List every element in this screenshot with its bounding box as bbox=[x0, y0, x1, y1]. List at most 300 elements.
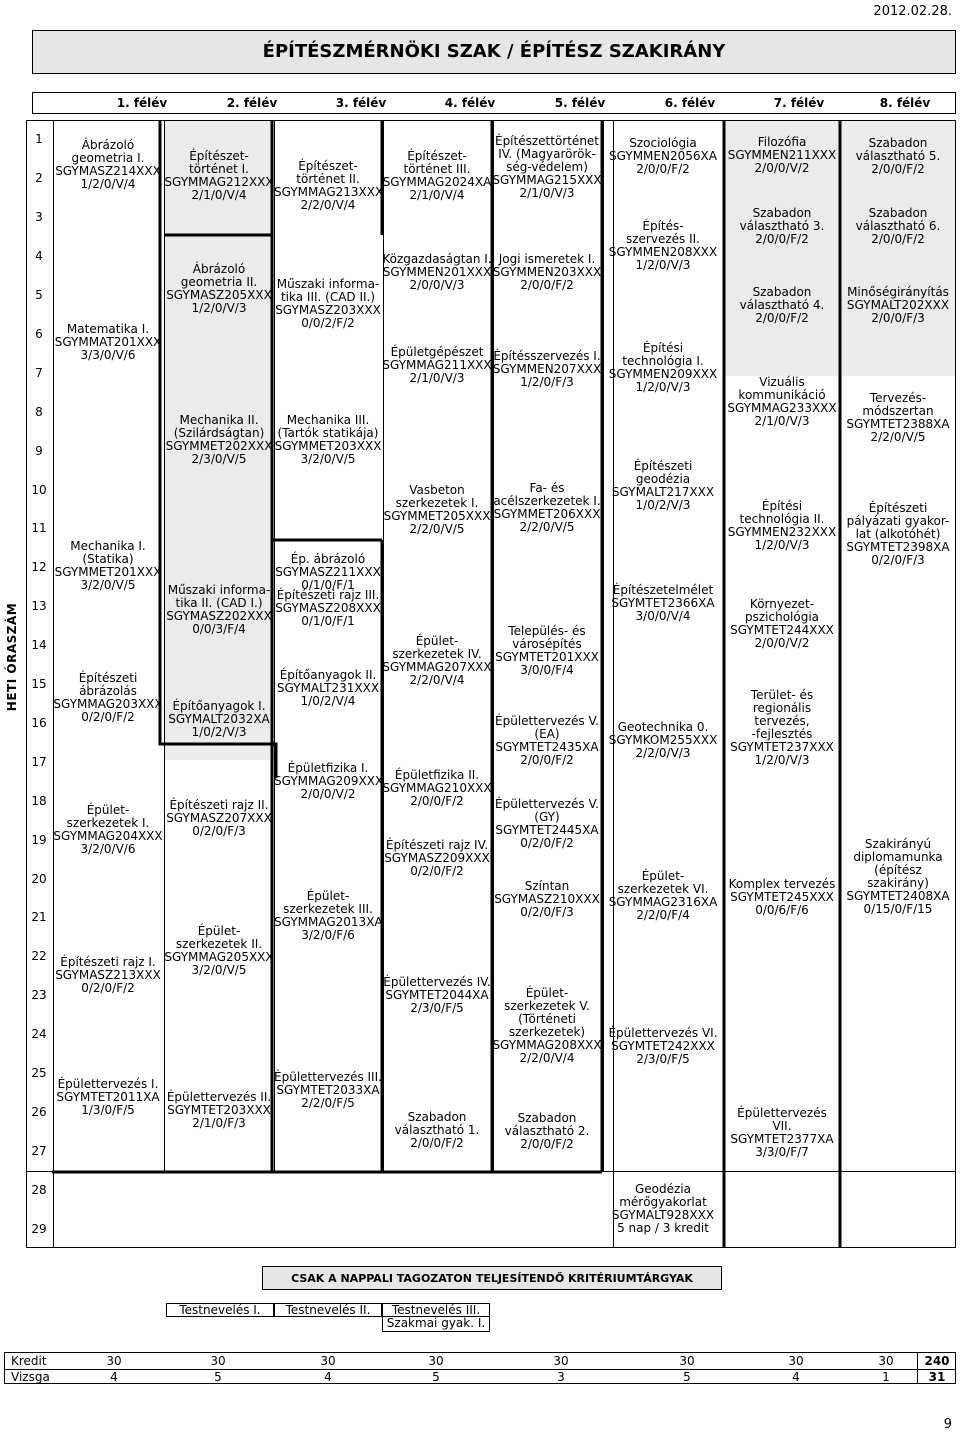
course-line: Építés- bbox=[642, 219, 684, 233]
side-label-text: HETI ÓRASZÁM bbox=[5, 602, 19, 712]
course-line: 0/0/2/F/2 bbox=[301, 316, 355, 330]
course-cell bbox=[840, 838, 956, 916]
course-line: 2/0/0/V/2 bbox=[754, 636, 810, 650]
course-line: SGYMTET203XXX bbox=[167, 1102, 271, 1117]
course-line: Építészet- bbox=[407, 149, 467, 163]
course-cell bbox=[164, 1091, 274, 1130]
course-line: acélszerkezetek I. bbox=[493, 494, 601, 508]
semester-label: 2. félév bbox=[226, 96, 278, 110]
course-line: 1/2/0/V/3 bbox=[754, 538, 810, 552]
kredit-row bbox=[5, 1353, 955, 1370]
course-line: SGYMTET2011XA bbox=[56, 1089, 160, 1104]
course-line: SGYMASZ208XXX bbox=[275, 600, 381, 615]
course-line: SGYMKOM255XXX bbox=[608, 732, 718, 747]
course-line: SGYMTET242XXX bbox=[611, 1038, 715, 1053]
course-line: 0/1/0/F/1 bbox=[301, 577, 355, 592]
course-line: választható 4. bbox=[739, 297, 825, 312]
course-line: 3/3/0/V/6 bbox=[80, 347, 136, 362]
course-cell bbox=[724, 286, 840, 325]
course-line: szerkezetek V. bbox=[504, 999, 590, 1013]
course-line: diplomamunka bbox=[853, 850, 943, 864]
course-cell bbox=[274, 160, 382, 212]
course-line: Építési bbox=[761, 499, 803, 513]
course-line: SGYMASZ214XXX bbox=[55, 164, 161, 178]
course-line: 2/0/0/V/3 bbox=[409, 277, 465, 292]
course-cell bbox=[724, 207, 840, 246]
course-cell bbox=[602, 870, 724, 922]
course-cell bbox=[492, 1112, 602, 1151]
course-line: 0/2/0/F/2 bbox=[520, 836, 574, 850]
course-line: (Tartók statikája) bbox=[277, 426, 379, 440]
course-line: 0/1/0/F/1 bbox=[301, 613, 355, 628]
course-cell bbox=[52, 323, 164, 362]
course-cell bbox=[52, 804, 164, 856]
course-line: 2/1/0/V/3 bbox=[409, 370, 465, 385]
course-line: 1/2/0/V/3 bbox=[635, 258, 691, 272]
course-line: SGYMMET203XXX bbox=[274, 439, 382, 453]
course-line: SGYMMET205XXX bbox=[383, 509, 491, 523]
course-line: 3/2/0/V/5 bbox=[80, 578, 136, 592]
course-line: Geotechnika 0. bbox=[617, 719, 709, 734]
course-line: SGYMMAT201XXX bbox=[54, 334, 162, 349]
course-line: SGYMASZ211XXX bbox=[275, 564, 381, 579]
vizsga-value: 5 bbox=[683, 1370, 691, 1384]
course-cell bbox=[382, 769, 492, 808]
course-cell bbox=[840, 137, 956, 176]
course-line: 5 nap / 3 kredit bbox=[617, 1221, 709, 1235]
course-line: SGYMMAG233XXX bbox=[727, 401, 837, 415]
course-line: lat (alkotóhét) bbox=[855, 526, 941, 541]
course-line: 2/0/0/V/2 bbox=[300, 786, 356, 801]
course-line: SGYMTET245XXX bbox=[730, 889, 834, 904]
course-line: 2/3/0/F/5 bbox=[636, 1051, 690, 1066]
course-cell bbox=[602, 220, 724, 272]
course-cell bbox=[274, 589, 382, 628]
course-line: Szabadon bbox=[752, 284, 812, 299]
course-line: IV. (Magyarörök- bbox=[498, 146, 596, 161]
course-cell bbox=[274, 1071, 382, 1110]
course-line: Épülettervezés II. bbox=[166, 1089, 272, 1104]
course-line: SGYMASZ202XXX bbox=[166, 609, 272, 623]
course-line: SGYMMAG203XXX bbox=[53, 697, 163, 711]
course-line: Épülettervezés bbox=[737, 1106, 827, 1120]
course-line: SGYMASZ203XXX bbox=[275, 303, 381, 317]
course-line: mérőgyakorlat bbox=[619, 1195, 707, 1209]
course-line: Építészet- bbox=[189, 149, 249, 163]
course-line: Ábrázoló bbox=[192, 262, 246, 276]
course-line: 3/3/0/F/7 bbox=[755, 1145, 809, 1159]
course-line: 2/0/0/F/2 bbox=[410, 1135, 464, 1150]
course-line: Épületfizika II. bbox=[394, 767, 480, 782]
course-cell bbox=[602, 342, 724, 394]
course-line: szerkezetek II. bbox=[175, 937, 263, 951]
course-line: szerkezetek I. bbox=[66, 816, 150, 830]
course-line: SGYMMAG212XXX bbox=[164, 175, 274, 189]
course-line: technológia I. bbox=[622, 354, 704, 368]
course-line: geometria II. bbox=[180, 275, 258, 289]
course-line: SGYMMAG205XXX bbox=[164, 950, 274, 964]
course-line: Építészeti bbox=[78, 671, 138, 685]
course-line: Épületfizika I. bbox=[287, 760, 369, 775]
course-line: tika III. (CAD II.) bbox=[280, 290, 376, 304]
course-line: Építészetelmélet bbox=[612, 582, 714, 597]
row-number: 29 bbox=[31, 1221, 47, 1236]
course-line: SGYMTET2366XA bbox=[611, 595, 715, 610]
kredit-value: 30 bbox=[320, 1354, 336, 1368]
course-line: (Szilárdságtan) bbox=[173, 426, 265, 440]
course-line: Épülettervezés I. bbox=[57, 1076, 159, 1091]
row-number: 7 bbox=[35, 365, 43, 380]
course-line: 2/3/0/F/5 bbox=[410, 1000, 464, 1015]
kredit-value: 30 bbox=[788, 1354, 804, 1368]
course-line: Minőségirányítás bbox=[847, 284, 949, 299]
course-line: 2/1/0/V/3 bbox=[519, 185, 575, 200]
course-cell bbox=[492, 253, 602, 292]
course-line: 0/2/0/F/3 bbox=[192, 823, 246, 838]
course-line: SGYMTET201XXX bbox=[495, 650, 599, 664]
course-line: 2/0/0/F/3 bbox=[871, 310, 925, 325]
course-line: Közgazdaságtan I. bbox=[382, 251, 492, 266]
course-line: választható 1. bbox=[394, 1122, 480, 1137]
course-line: SGYMALT217XXX bbox=[611, 485, 715, 499]
course-line: ábrázolás bbox=[79, 684, 137, 698]
course-line: Épület- bbox=[525, 986, 569, 1000]
vizsga-value: 1 bbox=[882, 1370, 890, 1384]
course-line: Mechanika III. bbox=[286, 413, 370, 427]
course-line: SGYMTET2033XA bbox=[276, 1082, 380, 1097]
course-line: Fa- és bbox=[529, 481, 565, 495]
vizsga-value: 4 bbox=[324, 1370, 332, 1384]
course-line: Szakirányú bbox=[864, 837, 932, 851]
row-number: 8 bbox=[35, 404, 43, 419]
kredit-value: 30 bbox=[878, 1354, 894, 1368]
course-line: pályázati gyakor- bbox=[846, 513, 950, 528]
course-cell bbox=[840, 392, 956, 444]
course-line: Környezet- bbox=[749, 597, 815, 611]
course-cell bbox=[602, 137, 724, 176]
course-line: SGYMMEN207XXX bbox=[492, 361, 602, 376]
course-line: 1/0/2/V/3 bbox=[191, 724, 247, 739]
row-number: 20 bbox=[31, 871, 47, 886]
row-number: 14 bbox=[31, 638, 47, 653]
course-line: 0/2/0/F/2 bbox=[81, 980, 135, 995]
course-cell bbox=[602, 584, 724, 623]
row-number: 2 bbox=[35, 171, 43, 186]
course-line: 2/1/0/F/3 bbox=[192, 1115, 246, 1130]
row-number: 23 bbox=[31, 988, 47, 1003]
course-line: 2/0/0/V/2 bbox=[754, 160, 810, 175]
course-line: 0/2/0/F/2 bbox=[81, 710, 135, 724]
course-line: Szociológia bbox=[629, 135, 697, 150]
course-line: Szabadon bbox=[752, 205, 812, 220]
row-number: 1 bbox=[35, 132, 43, 147]
course-line: 2/2/0/F/4 bbox=[636, 908, 690, 922]
course-cell bbox=[602, 721, 724, 760]
course-line: SGYMTET2377XA bbox=[730, 1132, 834, 1146]
row-number: 27 bbox=[31, 1143, 47, 1158]
course-line: SGYMMAG204XXX bbox=[53, 829, 163, 843]
course-line: SGYMMEN209XXX bbox=[608, 367, 718, 381]
row-number: 12 bbox=[31, 560, 47, 575]
course-cell bbox=[52, 1078, 164, 1117]
course-cell bbox=[602, 1183, 724, 1235]
semester-header bbox=[32, 92, 956, 114]
course-line: szervezés II. bbox=[626, 232, 700, 246]
semester-label: 8. félév bbox=[879, 96, 931, 110]
course-line: Tervezés- bbox=[869, 391, 927, 405]
course-line: 2/1/0/V/3 bbox=[754, 414, 810, 428]
course-line: SGYMTET2388XA bbox=[846, 417, 950, 431]
course-line: SGYMASZ207XXX bbox=[166, 810, 272, 825]
course-line: 2/2/0/V/4 bbox=[519, 1051, 575, 1065]
course-line: SGYMMAG207XXX bbox=[382, 660, 492, 674]
kredit-value: 30 bbox=[428, 1354, 444, 1368]
course-line: 3/2/0/V/5 bbox=[191, 963, 247, 977]
vizsga-value: 4 bbox=[110, 1370, 118, 1384]
course-line: 3/0/0/V/4 bbox=[635, 608, 691, 623]
course-line: városépítés bbox=[512, 637, 582, 651]
course-line: SGYMMAG209XXX bbox=[274, 773, 384, 788]
course-line: 2/2/0/V/5 bbox=[870, 430, 926, 444]
course-line: Építőanyagok I. bbox=[172, 698, 266, 713]
course-line: tervezés, bbox=[754, 714, 810, 728]
course-cell bbox=[164, 799, 274, 838]
course-cell bbox=[164, 700, 274, 739]
course-line: SGYMMAG2013XA bbox=[274, 915, 383, 929]
course-line: SGYMMAG210XXX bbox=[382, 780, 492, 795]
course-line: regionális bbox=[752, 701, 812, 715]
course-cell bbox=[840, 502, 956, 567]
course-line: Épület- bbox=[86, 803, 130, 817]
vizsga-value: 3 bbox=[557, 1370, 565, 1384]
course-line: 2/0/0/F/2 bbox=[520, 1136, 574, 1151]
semester-label: 7. félév bbox=[773, 96, 825, 110]
kredit-value: 30 bbox=[679, 1354, 695, 1368]
course-cell bbox=[382, 484, 492, 536]
course-line: szerkezetek III. bbox=[283, 902, 373, 916]
course-line: 0/2/0/F/3 bbox=[520, 904, 574, 919]
course-cell bbox=[274, 278, 382, 330]
course-line: Színtan bbox=[524, 878, 570, 893]
vizsga-value: 4 bbox=[792, 1370, 800, 1384]
course-line: SGYMMAG2316XA bbox=[608, 895, 718, 909]
course-cell bbox=[164, 925, 274, 977]
semester-label: 4. félév bbox=[444, 96, 496, 110]
semester-label: 1. félév bbox=[116, 96, 168, 110]
row-number: 28 bbox=[31, 1182, 47, 1197]
row-number: 25 bbox=[31, 1066, 47, 1081]
course-cell bbox=[382, 1111, 492, 1150]
course-line: SGYMTET2408XA bbox=[846, 889, 950, 903]
row-number: 4 bbox=[35, 249, 43, 264]
course-line: szerkezetek IV. bbox=[392, 647, 482, 661]
course-cell bbox=[724, 136, 840, 175]
row-number: 6 bbox=[35, 326, 43, 341]
practice-cell: Szakmai gyak. I. bbox=[382, 1317, 490, 1332]
course-cell bbox=[724, 598, 840, 650]
course-line: Épülettervezés IV. bbox=[383, 974, 491, 989]
course-cell bbox=[164, 414, 274, 466]
course-line: Építészeti rajz I. bbox=[60, 954, 156, 969]
course-line: történet I. bbox=[189, 162, 249, 176]
pe-cell: Testnevelés I. bbox=[166, 1303, 274, 1317]
course-cell bbox=[164, 584, 274, 636]
row-number: 5 bbox=[35, 288, 43, 303]
semester-label: 6. félév bbox=[664, 96, 716, 110]
course-line: Komplex tervezés bbox=[728, 876, 836, 891]
course-cell bbox=[382, 635, 492, 687]
course-line: Építészeti rajz III. bbox=[276, 587, 380, 602]
row-number: 17 bbox=[31, 754, 47, 769]
course-line: Épület- bbox=[197, 924, 241, 938]
course-line: Építészeti bbox=[633, 459, 693, 473]
course-line: 1/2/0/V/3 bbox=[754, 753, 810, 767]
course-line: 1/0/2/V/4 bbox=[300, 693, 356, 708]
course-line: Építési bbox=[642, 341, 684, 355]
course-cell bbox=[52, 540, 164, 592]
course-line: Épülettervezés VI. bbox=[608, 1025, 718, 1040]
course-line: Építészeti rajz II. bbox=[169, 797, 269, 812]
course-cell bbox=[382, 150, 492, 202]
course-line: SGYMALT2032XA bbox=[168, 711, 270, 726]
course-cell bbox=[382, 976, 492, 1015]
vizsga-label: Vizsga bbox=[11, 1370, 50, 1384]
course-line: (építész bbox=[874, 863, 922, 877]
course-line: történet III. bbox=[403, 162, 471, 176]
row-number: 13 bbox=[31, 599, 47, 614]
course-line: SGYMASZ209XXX bbox=[384, 850, 490, 865]
course-line: 1/2/0/F/3 bbox=[520, 374, 574, 389]
course-line: Település- és bbox=[508, 624, 586, 638]
course-line: VII. bbox=[772, 1119, 792, 1133]
course-line: pszichológia bbox=[744, 610, 820, 624]
course-cell bbox=[274, 890, 382, 942]
course-line: Építőanyagok II. bbox=[279, 667, 377, 682]
course-line: Építészeti bbox=[868, 500, 928, 515]
vizsga-value: 5 bbox=[214, 1370, 222, 1384]
course-line: SGYMMEN208XXX bbox=[608, 245, 718, 259]
course-line: Épületgépészet bbox=[390, 344, 484, 359]
course-line: Filozófia bbox=[757, 134, 807, 149]
course-line: szerkezetek VI. bbox=[617, 882, 709, 896]
course-line: Épület- bbox=[415, 634, 459, 648]
course-line: Épülettervezés III. bbox=[274, 1069, 382, 1084]
course-line: SGYMMET201XXX bbox=[54, 565, 162, 579]
course-cell bbox=[840, 207, 956, 246]
course-cell bbox=[724, 878, 840, 917]
course-line: Szabadon bbox=[868, 205, 928, 220]
course-line: 0/2/0/F/2 bbox=[410, 863, 464, 878]
course-line: 2/0/0/F/2 bbox=[520, 277, 574, 292]
course-cell bbox=[602, 460, 724, 512]
course-line: tika II. (CAD I.) bbox=[175, 596, 263, 610]
criteria-title: CSAK A NAPPALI TAGOZATON TELJESÍTENDŐ KRITÉRIUMTÁRGYAK bbox=[291, 1272, 693, 1285]
course-line: 2/0/0/F/2 bbox=[871, 161, 925, 176]
course-line: 0/0/6/F/6 bbox=[755, 902, 809, 917]
course-line: Építészettörténet bbox=[494, 133, 600, 148]
page-title: ÉPÍTÉSZMÉRNÖKI SZAK / ÉPÍTÉSZ SZAKIRÁNY bbox=[262, 41, 726, 62]
course-line: SGYMASZ205XXX bbox=[166, 288, 272, 302]
course-line: (GY) bbox=[534, 810, 560, 824]
course-cell bbox=[492, 350, 602, 389]
vizsga-row bbox=[5, 1369, 955, 1385]
course-line: SGYMALT202XXX bbox=[846, 297, 950, 312]
course-line: SGYMMAG2024XA bbox=[382, 175, 492, 189]
course-line: 0/2/0/F/3 bbox=[871, 552, 925, 567]
course-line: Jogi ismeretek I. bbox=[498, 251, 596, 266]
course-cell bbox=[492, 625, 602, 677]
row-number: 16 bbox=[31, 715, 47, 730]
course-line: 2/0/0/F/2 bbox=[636, 161, 690, 176]
course-line: SGYMMEN211XXX bbox=[727, 147, 837, 162]
course-cell bbox=[164, 150, 274, 202]
kredit-value: 30 bbox=[210, 1354, 226, 1368]
course-line: SGYMASZ210XXX bbox=[494, 891, 600, 906]
course-line: Mechanika I. bbox=[70, 539, 146, 553]
course-line: 2/2/0/V/4 bbox=[300, 198, 356, 212]
course-cell bbox=[492, 135, 602, 200]
page-number: 9 bbox=[943, 1417, 952, 1432]
course-line: Ábrázoló bbox=[81, 138, 135, 152]
course-line: szakirány) bbox=[867, 876, 929, 890]
course-line: SGYMMAG208XXX bbox=[492, 1038, 602, 1052]
course-line: 2/2/0/F/5 bbox=[301, 1095, 355, 1110]
course-cell bbox=[274, 762, 382, 801]
course-line: 2/2/0/V/5 bbox=[409, 522, 465, 536]
row-number: 11 bbox=[31, 521, 47, 536]
row-number: 24 bbox=[31, 1027, 47, 1042]
course-line: Épülettervezés V. bbox=[495, 714, 599, 728]
row-number: 18 bbox=[31, 793, 47, 808]
course-line: 3/2/0/V/6 bbox=[80, 842, 136, 856]
course-cell bbox=[724, 376, 840, 428]
date: 2012.02.28. bbox=[873, 4, 952, 19]
course-cell bbox=[274, 414, 382, 466]
course-cell bbox=[274, 669, 382, 708]
course-line: Vizuális bbox=[759, 375, 805, 389]
course-line: kommunikáció bbox=[738, 388, 826, 402]
course-line: ség-védelem) bbox=[506, 159, 588, 174]
course-line: SGYMASZ213XXX bbox=[55, 967, 161, 982]
course-line: 1/2/0/V/4 bbox=[80, 177, 136, 191]
course-line: módszertan bbox=[862, 404, 934, 418]
course-line: 2/2/0/V/4 bbox=[409, 673, 465, 687]
course-line: választható 5. bbox=[855, 148, 941, 163]
course-cell bbox=[602, 1027, 724, 1066]
schedule-grid-extra bbox=[26, 1172, 956, 1248]
course-line: Terület- és bbox=[750, 688, 814, 702]
course-line: technológia II. bbox=[739, 512, 825, 526]
course-line: 3/2/0/F/6 bbox=[301, 928, 355, 942]
course-line: Vasbeton bbox=[409, 483, 465, 497]
course-line: SGYMMEN2056XA bbox=[609, 148, 717, 163]
course-cell bbox=[724, 689, 840, 767]
course-cell bbox=[164, 263, 274, 315]
course-line: 1/0/2/V/3 bbox=[635, 498, 691, 512]
course-line: -fejlesztés bbox=[751, 727, 813, 741]
course-line: 2/0/0/F/2 bbox=[755, 310, 809, 325]
course-line: geometria I. bbox=[71, 151, 145, 165]
course-line: Épület- bbox=[641, 869, 685, 883]
title-box bbox=[32, 30, 956, 74]
course-cell bbox=[382, 346, 492, 385]
course-line: Műszaki informa- bbox=[167, 583, 271, 597]
course-cell bbox=[52, 672, 164, 724]
course-line: SGYMTET237XXX bbox=[730, 740, 834, 754]
row-number: 21 bbox=[31, 910, 47, 925]
course-line: SGYMTET244XXX bbox=[730, 623, 834, 637]
course-line: 1/2/0/V/3 bbox=[635, 380, 691, 394]
